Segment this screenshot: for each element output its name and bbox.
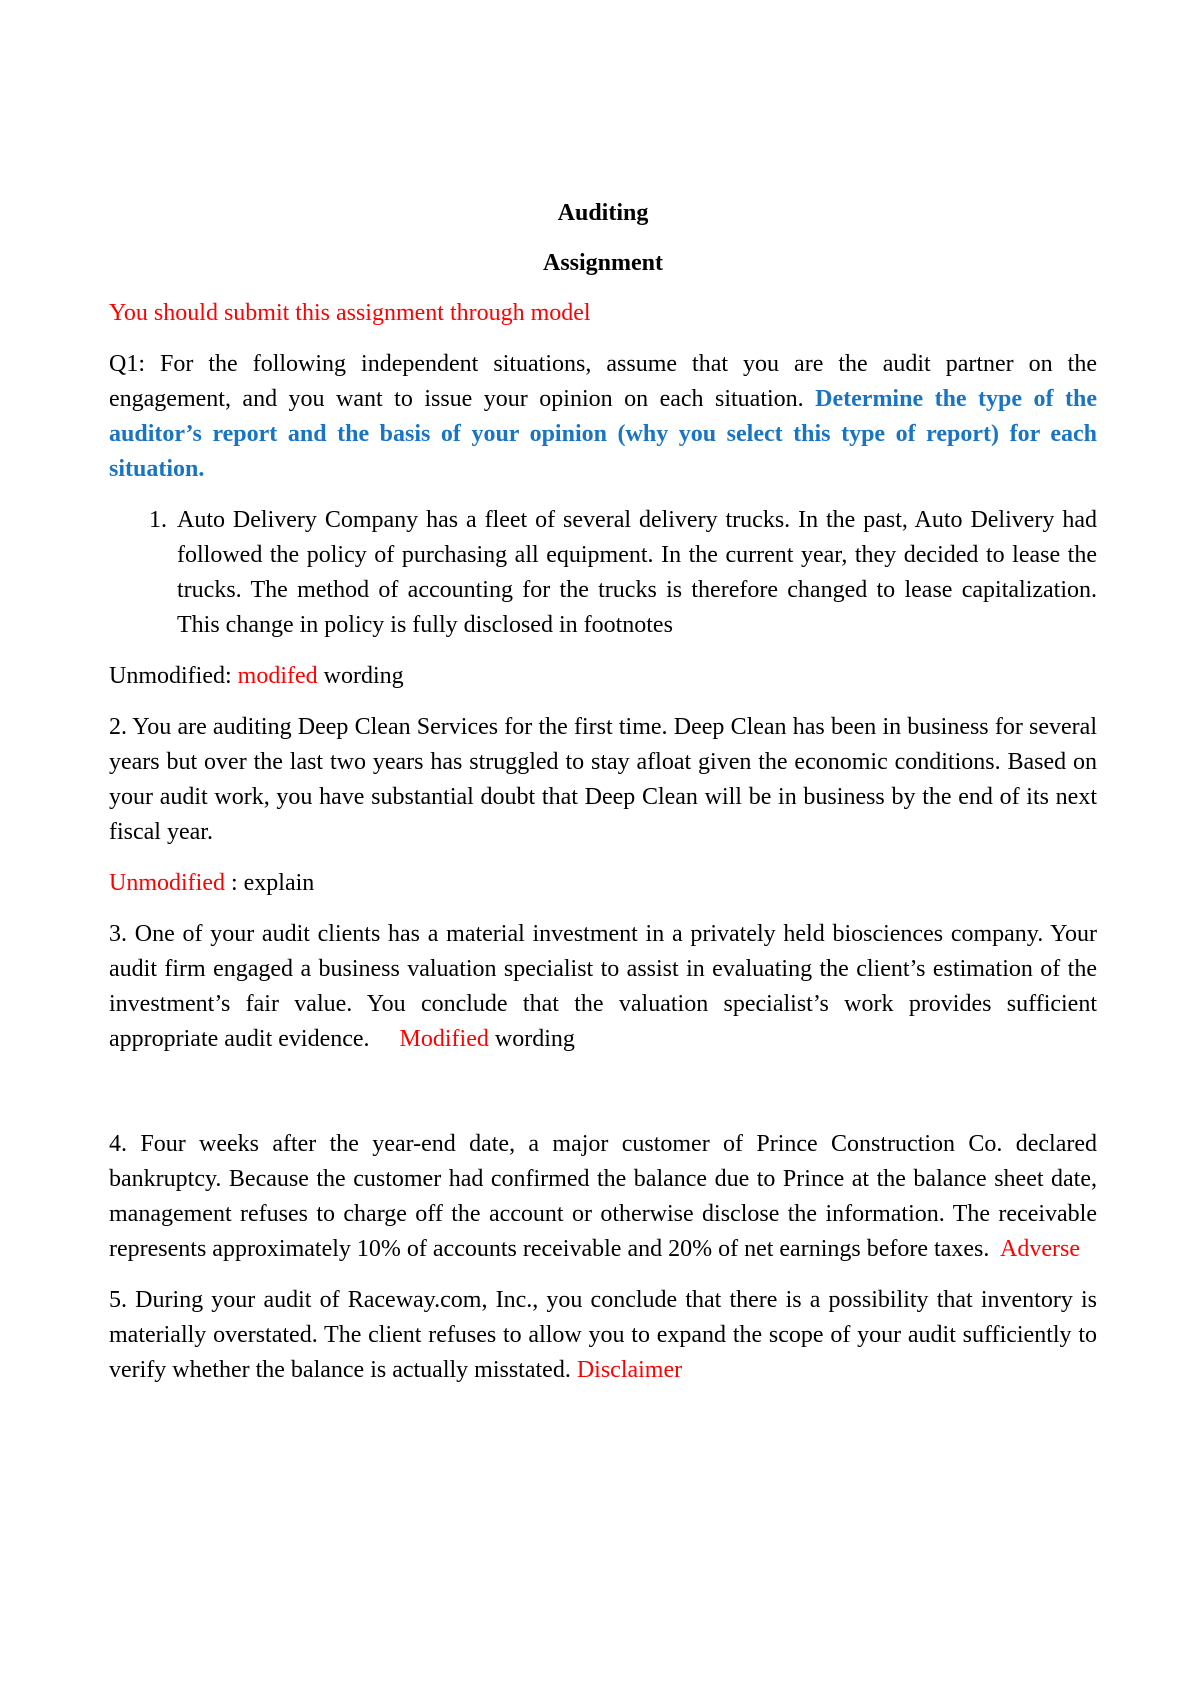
list-item [109,503,1097,643]
situation-3-text: 3. One of your audit clients has a material investment in a privately held biosciences company. Your audit firm engaged a business valuation specialist to assist in evaluating the client’s estimation of the investment’s fair value. You conclude that the valuation specialist’s work provides sufficient appropriate audit evidence. [109,921,1097,1052]
answer-2-red: Unmodified [109,870,225,896]
situation-3 [109,917,1097,1057]
question-1-text: Q1: For the following independent situations, assume that you are the audit partner on the engagement, and you want to issue your opinion on each situation. [109,351,1097,412]
doc-subtitle: Assignment [542,250,663,276]
answer-3-suffix: wording [494,1026,575,1052]
numbered-list [109,503,1097,643]
document-content [109,196,1097,1404]
answer-1-suffix: wording [323,663,404,689]
question-1 [109,347,1097,487]
situation-4-text: 4. Four weeks after the year-end date, a major customer of Prince Construction Co. declared bankruptcy. Because the customer had confirmed the balance due to Prince at the balance sheet date, management refuses to charge off the account or otherwise disclose the information. The receivable represents approximately 10% of accounts receivable and 20% of net earnings before taxes. [109,1131,1097,1262]
answer-2 [109,866,1097,901]
situation-5-text: 5. During your audit of Raceway.com, Inc., you conclude that there is a possibility that inventory is materially overstated. The client refuses to allow you to expand the scope of your audit sufficiently to verify whether the balance is actually misstated. [109,1287,1097,1383]
answer-1-red: modifed [237,663,318,689]
submission-notice: You should submit this assignment through model [109,300,591,326]
blank-space [109,1073,1097,1127]
answer-1-prefix: Unmodified: [109,663,232,689]
answer-1 [109,659,1097,694]
list-item-number: 1. [149,507,167,533]
answer-2-suffix: : explain [230,870,315,896]
answer-3-red: Modified [399,1026,489,1052]
doc-title: Auditing [557,200,649,226]
situation-2: 2. You are auditing Deep Clean Services for the first time. Deep Clean has been in business for several years but over the last two years has struggled to stay afloat given the economic conditions. Based on your audit work, you have substantial doubt that Deep Clean will be in business by the end of its next fiscal year. [109,714,1097,845]
answer-5-red: Disclaimer [576,1357,683,1383]
situation-4 [109,1127,1097,1267]
question-1-instruction: Determine the type of the auditor’s report and the basis of your opinion (why you select this type of report) for each situation. [109,386,1097,482]
situation-1-text: Auto Delivery Company has a fleet of several delivery trucks. In the past, Auto Delivery had followed the policy of purchasing all equipment. In the current year, they decided to lease the trucks. The method of accounting for the trucks is therefore changed to lease capitalization. This change in policy is fully disclosed in footnotes [177,507,1097,638]
situation-5 [109,1283,1097,1388]
answer-4-red: Adverse [1000,1236,1080,1262]
